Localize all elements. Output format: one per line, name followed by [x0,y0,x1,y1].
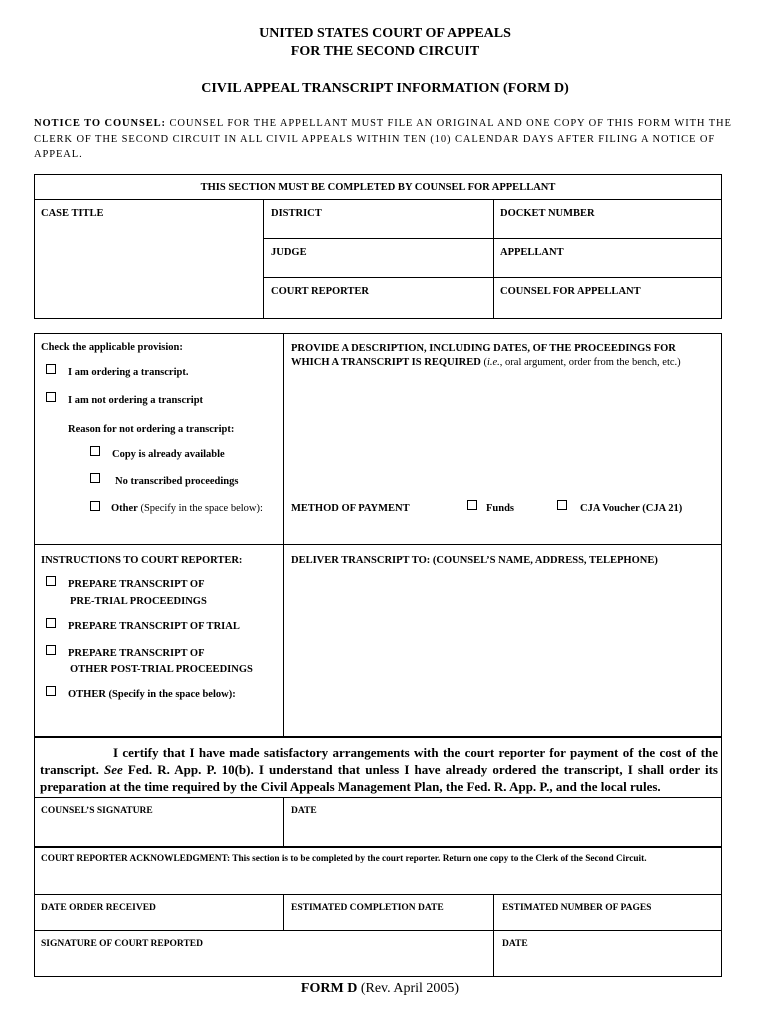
counsel-signature-field[interactable]: COUNSEL’S SIGNATURE [41,806,153,816]
posttrial-checkbox[interactable] [46,645,56,655]
docket-number-field[interactable]: DOCKET NUMBER [500,208,595,219]
trial-checkbox[interactable] [46,618,56,628]
notice-to-counsel [34,116,734,163]
copy-available-checkbox[interactable] [90,446,100,456]
proceedings-description[interactable]: PROVIDE A DESCRIPTION, INCLUDING DATES, OF THE PROCEEDINGS FOR WHICH A TRANSCRIPT IS REQUIRED (i.e., oral argument, order from the bench, etc.) [291,343,681,368]
deliver-transcript-to-field[interactable]: DELIVER TRANSCRIPT TO: (COUNSEL’S NAME, ADDRESS, TELEPHONE) [291,555,658,566]
notice-lead: NOTICE TO COUNSEL: [34,118,166,129]
not-ordering-label: I am not ordering a transcript [68,395,204,406]
other-instruction-label: OTHER (Specify in the space below): [68,689,236,700]
judge-field[interactable]: JUDGE [271,247,307,258]
copy-available-label: Copy is already available [112,449,225,460]
appellant-section-heading: THIS SECTION MUST BE COMPLETED BY COUNSEL FOR APPELLANT [200,182,556,193]
ordering-checkbox[interactable] [46,364,56,374]
certification-text: I certify that I have made satisfactory arrangements with the court reporter for payment of the cost of the transcript. See Fed. R. App. P. 10(b). I understand that unless I have already ordered the transcript, I shall order its preparation at the time required by the Civil Appeals Management Plan, the Fed. R. App. P., and the local rules. [40,745,718,794]
pretrial-label-1: PREPARE TRANSCRIPT OF [68,579,205,590]
court-reporter-field[interactable]: COURT REPORTER [271,286,369,297]
reason-heading: Reason for not ordering a transcript: [68,424,235,435]
other-reason-label: Other (Specify in the space below): [111,503,263,514]
counsel-date-field[interactable]: DATE [291,806,317,816]
pretrial-checkbox[interactable] [46,576,56,586]
form-footer: FORM D (Rev. April 2005) [300,981,460,996]
appellant-section [34,174,722,319]
instructions-label: INSTRUCTIONS TO COURT REPORTER: [41,555,243,566]
check-provision-label: Check the applicable provision: [41,342,183,353]
funds-checkbox[interactable] [467,500,477,510]
case-title-field[interactable]: CASE TITLE [41,208,104,219]
other-instruction-checkbox[interactable] [46,686,56,696]
trial-label: PREPARE TRANSCRIPT OF TRIAL [68,621,240,632]
cja-voucher-checkbox[interactable] [557,500,567,510]
reporter-date-field[interactable]: DATE [502,939,528,949]
posttrial-label-1: PREPARE TRANSCRIPT OF [68,648,205,659]
acknowledgment-text: COURT REPORTER ACKNOWLEDGMENT: This section is to be completed by the court reporter. Return one copy to the Clerk of the Second Circuit. [41,854,647,864]
estimated-completion-field[interactable]: ESTIMATED COMPLETION DATE [291,903,444,913]
estimated-pages-field[interactable]: ESTIMATED NUMBER OF PAGES [502,903,652,913]
pretrial-label-2: PRE-TRIAL PROCEEDINGS [70,596,207,607]
notice-body: COUNSEL FOR THE APPELLANT MUST FILE AN ORIGINAL AND ONE COPY OF THIS FORM WITH THE CLERK OF THE SECOND CIRCUIT IN ALL CIVIL APPEALS WITHIN TEN (10) CALENDAR DAYS AFTER FILING A NOTICE OF APPEAL. [34,118,732,160]
form-title: CIVIL APPEAL TRANSCRIPT INFORMATION (FORM D) [201,81,569,96]
appellant-field[interactable]: APPELLANT [500,247,564,258]
method-of-payment-label: METHOD OF PAYMENT [291,503,410,514]
transcript-order-section [34,333,722,737]
no-transcribed-label: No transcribed proceedings [115,476,239,487]
date-order-received-field[interactable]: DATE ORDER RECEIVED [41,903,156,913]
other-reason-checkbox[interactable] [90,501,100,511]
funds-label: Funds [486,503,515,514]
court-name: UNITED STATES COURT OF APPEALS [259,26,511,41]
district-field[interactable]: DISTRICT [271,208,322,219]
no-transcribed-checkbox[interactable] [90,473,100,483]
ordering-label: I am ordering a transcript. [68,367,189,378]
counsel-for-appellant-field[interactable]: COUNSEL FOR APPELLANT [500,286,641,297]
posttrial-label-2: OTHER POST-TRIAL PROCEEDINGS [70,664,253,675]
circuit-name: FOR THE SECOND CIRCUIT [290,44,480,59]
not-ordering-checkbox[interactable] [46,392,56,402]
reporter-signature-field[interactable]: SIGNATURE OF COURT REPORTED [41,939,203,949]
cja-voucher-label: CJA Voucher (CJA 21) [580,503,683,514]
